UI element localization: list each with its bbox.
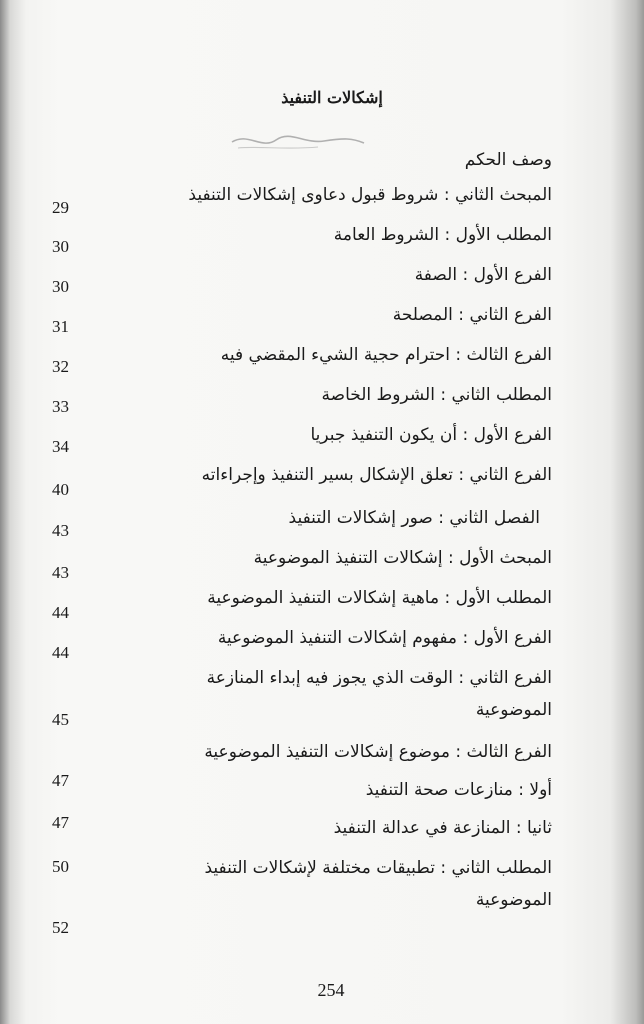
toc-entry: الفرع الثالث : احترام حجية الشيء المقضي فيه [220,345,552,365]
toc-entry: الفرع الثاني : تعلق الإشكال بسير التنفيذ وإجراءاته [201,465,552,485]
toc-entry-continuation: الموضوعية [475,700,552,720]
toc-page-number: 32 [52,357,69,376]
toc-entry: الفرع الثالث : موضوع إشكالات التنفيذ الموضوعية [204,742,552,762]
toc-page-number: 31 [52,317,69,336]
toc-entry-continuation: الموضوعية [475,890,552,910]
toc-entry: الفرع الثاني : المصلحة [392,305,552,325]
toc-page-number: 45 [52,710,69,729]
toc-entry: المطلب الثاني : الشروط الخاصة [321,385,552,405]
toc-page-number: 43 [52,563,69,582]
toc-page-number: 44 [52,643,69,662]
toc-page-number: 30 [52,237,69,256]
toc-entry: الفرع الأول : أن يكون التنفيذ جبريا [310,425,552,445]
toc-page-number: 47 [52,771,69,790]
toc-page-number: 52 [52,918,69,937]
toc-page-number: 30 [52,277,69,296]
toc-entry: المطلب الثاني : تطبيقات مختلفة لإشكالات التنفيذ [204,858,552,878]
page-number: 254 [317,980,345,1000]
handwritten-scribble [228,128,368,158]
toc-page-number: 33 [52,397,69,416]
toc-entry: المبحث الأول : إشكالات التنفيذ الموضوعية [253,548,552,568]
toc-entry: الفرع الثاني : الوقت الذي يجوز فيه إبداء المنازعة [206,668,552,688]
toc-entry: المطلب الأول : الشروط العامة [333,225,552,245]
toc-page-number: 50 [52,857,69,876]
toc-entry: أولا : منازعات صحة التنفيذ [365,780,552,800]
toc-entry: الفصل الثاني : صور إشكالات التنفيذ [288,508,540,528]
toc-entry: المبحث الثاني : شروط قبول دعاوى إشكالات التنفيذ [188,185,552,205]
toc-page-number: 43 [52,521,69,540]
toc-page-number: 44 [52,603,69,622]
toc-entry: ثانيا : المنازعة في عدالة التنفيذ [333,818,552,838]
toc-page-number: 34 [52,437,69,456]
toc-entry: الفرع الأول : الصفة [414,265,552,285]
toc-entry-description: وصف الحكم [464,150,552,170]
toc-page-number: 40 [52,480,69,499]
toc-page-number: 47 [52,813,69,832]
running-header: إشكالات التنفيذ [281,88,383,107]
toc-entry: المطلب الأول : ماهية إشكالات التنفيذ الموضوعية [207,588,552,608]
toc-page-number: 29 [52,198,69,217]
toc-entry: الفرع الأول : مفهوم إشكالات التنفيذ الموضوعية [217,628,552,648]
